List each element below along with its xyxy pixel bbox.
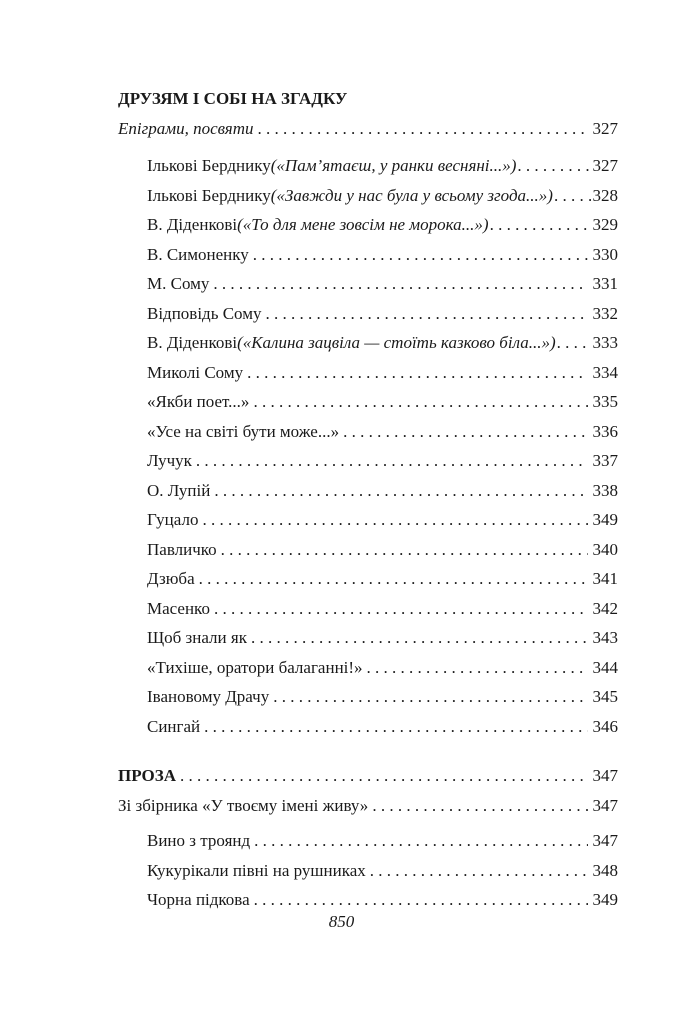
toc-entry xyxy=(118,446,618,476)
page-number: 349 xyxy=(592,510,618,529)
page-number: 330 xyxy=(592,244,618,264)
page-number: 345 xyxy=(592,687,618,706)
entry-title: Чорна підкова xyxy=(147,890,250,909)
toc-entry xyxy=(118,358,618,388)
section-heading xyxy=(118,84,618,114)
leader-dots xyxy=(254,885,588,915)
subsection-title: Зі збірника «У твоєму імені живу» xyxy=(118,795,369,815)
leader-dots xyxy=(490,210,591,240)
toc-entry xyxy=(118,210,618,240)
page-number: 342 xyxy=(592,598,618,618)
page-number: 332 xyxy=(592,303,618,323)
leader-dots xyxy=(253,240,588,270)
leader-dots xyxy=(196,446,588,476)
toc-entry xyxy=(118,856,618,886)
toc-entry xyxy=(118,885,618,915)
entry-title: В. Діденкові xyxy=(147,333,238,352)
leader-dots xyxy=(251,623,588,653)
entry-title: «Тихіше, оратори балаганні!» xyxy=(147,657,363,677)
page-number: 341 xyxy=(592,569,618,588)
leader-dots xyxy=(247,358,588,388)
page-number: 347 xyxy=(592,766,618,785)
entry-subtitle: («То для мене зовсім не морока...») xyxy=(237,215,489,234)
page-number: 347 xyxy=(592,795,618,815)
toc-entry xyxy=(118,181,618,211)
leader-dots xyxy=(213,269,588,299)
entry-title: В. Діденкові xyxy=(147,215,238,234)
leader-dots xyxy=(372,791,588,821)
toc-entry xyxy=(118,564,618,594)
page-number: 337 xyxy=(592,451,618,470)
toc-entry xyxy=(118,653,618,683)
toc-entry xyxy=(118,387,618,417)
table-of-contents xyxy=(118,84,618,915)
page-number: 327 xyxy=(592,118,618,138)
entry-title: М. Сому xyxy=(147,274,210,293)
leader-dots xyxy=(554,181,591,211)
toc-entry xyxy=(118,151,618,181)
page-number: 344 xyxy=(592,657,618,677)
entry-subtitle: («Пам’ятаєш, у ранки весняні...») xyxy=(270,156,517,175)
page-number: 331 xyxy=(592,274,618,293)
toc-entry xyxy=(118,417,618,447)
leader-dots xyxy=(204,712,588,742)
toc-subsection xyxy=(118,114,618,144)
toc-entry xyxy=(118,240,618,270)
leader-dots xyxy=(253,387,588,417)
page-number: 343 xyxy=(592,628,618,647)
entry-title: Вино з троянд xyxy=(147,831,251,850)
page-number: 334 xyxy=(592,362,618,382)
toc-entry xyxy=(118,328,618,358)
page-number: 328 xyxy=(592,185,618,205)
leader-dots xyxy=(370,856,588,886)
entry-title: Гуцало xyxy=(147,510,199,529)
entry-title: В. Симоненку xyxy=(147,244,249,264)
toc-list xyxy=(118,151,618,741)
toc-entry xyxy=(118,505,618,535)
page-number: 348 xyxy=(592,860,618,880)
page-number: 335 xyxy=(592,392,618,411)
page-number: 346 xyxy=(592,716,618,736)
entry-title: Сингай xyxy=(147,716,201,736)
section-title: ДРУЗЯМ І СОБІ НА ЗГАДКУ xyxy=(118,89,348,108)
entry-title: Лучук xyxy=(147,451,192,470)
entry-title: Щоб знали як xyxy=(147,628,247,647)
leader-dots xyxy=(257,114,588,144)
entry-title: Відповідь Сому xyxy=(147,303,262,323)
leader-dots xyxy=(367,653,588,683)
entry-title: Ількові Берднику xyxy=(147,185,271,205)
page-number: 347 xyxy=(592,831,618,850)
page-number: 329 xyxy=(592,215,618,234)
entry-title: Масенко xyxy=(147,598,210,618)
entry-subtitle: («Завжди у нас була у всьому згода...») xyxy=(270,185,553,205)
section-title: ПРОЗА xyxy=(118,766,176,785)
leader-dots xyxy=(202,505,588,535)
toc-entry xyxy=(118,712,618,742)
entry-title: Ількові Берднику xyxy=(147,156,271,175)
entry-title: Павличко xyxy=(147,539,217,559)
leader-dots xyxy=(343,417,588,447)
toc-entry xyxy=(118,476,618,506)
leader-dots xyxy=(517,151,591,181)
toc-subsection xyxy=(118,791,618,821)
entry-title: «Усе на світі бути може...» xyxy=(147,421,340,441)
toc-entry xyxy=(118,623,618,653)
leader-dots xyxy=(254,826,588,856)
section-heading xyxy=(118,761,618,791)
page-number: 336 xyxy=(592,421,618,441)
leader-dots xyxy=(557,328,591,358)
leader-dots xyxy=(214,594,588,624)
entry-title: Миколі Сому xyxy=(147,362,244,382)
subsection-title: Епіграми, посвяти xyxy=(118,118,254,138)
entry-title: «Якби поет...» xyxy=(147,392,250,411)
leader-dots xyxy=(265,299,588,329)
page-number: 349 xyxy=(592,890,618,909)
page-folio: 850 xyxy=(328,912,355,931)
page-number: 327 xyxy=(592,156,618,175)
page-number: 338 xyxy=(592,480,618,500)
entry-title: О. Лупій xyxy=(147,480,211,500)
toc-entry xyxy=(118,535,618,565)
leader-dots xyxy=(273,682,588,712)
leader-dots xyxy=(199,564,588,594)
leader-dots xyxy=(214,476,588,506)
entry-subtitle: («Калина зацвіла — стоїть казково біла...») xyxy=(237,333,556,352)
toc-entry xyxy=(118,682,618,712)
toc-entry xyxy=(118,299,618,329)
toc-entry xyxy=(118,269,618,299)
leader-dots xyxy=(221,535,588,565)
toc-entry xyxy=(118,594,618,624)
entry-title: Івановому Драчу xyxy=(147,687,270,706)
toc-entry xyxy=(118,826,618,856)
page-number: 333 xyxy=(592,333,618,352)
page-number: 340 xyxy=(592,539,618,559)
leader-dots xyxy=(180,761,588,791)
entry-title: Дзюба xyxy=(147,569,195,588)
entry-title: Кукурікали півні на рушниках xyxy=(147,860,366,880)
